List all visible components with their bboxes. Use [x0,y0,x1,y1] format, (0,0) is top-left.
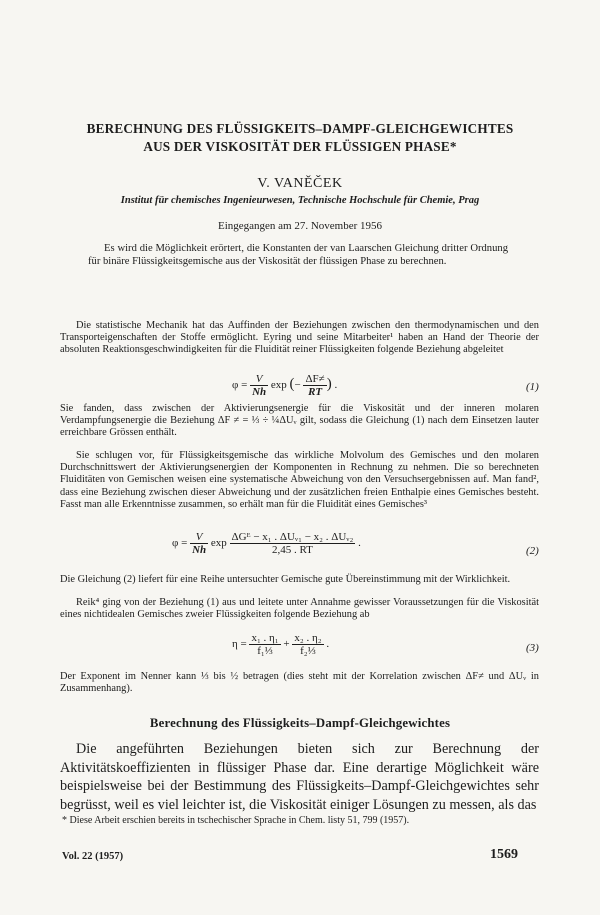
eq1-lhs: φ = [232,379,248,392]
eq1-exp-den: RT [308,386,323,398]
eq1-num: V [250,373,268,386]
eq1-den: Nh [252,386,267,398]
large-paragraph-text: Die angeführten Beziehungen bieten sich zur Berechnung der Aktivitätskoeffizienten in flüssiger Phase dar. Eine derartige Möglichkeit wäre beispielsweise bei der Bestimmung des Flüssigkeits–Dampf-Gleichgewichtes sehr begrüsst, weil es viel leichter ist, die Viskosität einiger Lösungen zu messen, als das [60,741,539,813]
eq3-term2 [292,632,323,657]
received-date: Eingegangen am 27. November 1956 [217,220,383,232]
eq3-number: (3) [526,642,539,654]
eq2-exp: exp [210,537,227,550]
paragraph-1-text: Die statistische Mechanik hat das Auffinden der Beziehungen zwischen den thermodynamischen und den Transporteigenschaften der Stoffe ermöglicht. Eyring und seine Mitarbeiter¹ haben an Hand der Theorie der absoluten Reaktionsgeschwindigkeiten für die Fluidität reiner Flüssigkeiten folgende Beziehung abgeleitet [60,320,539,356]
equation-1: φ = $\frac{V}{Nh}$ exp (− $\frac{\Delta F\ne}{RT}$ ) . [232,373,338,398]
eq3-term1 [249,632,280,657]
paragraph-6-text: Der Exponent im Nenner kann ⅓ bis ½ betragen (dies steht mit der Korrelation zwischen ΔF≠ und ΔUᵥ in Zusammenhang). [60,671,539,695]
eq2-number: (2) [526,545,539,557]
eq1-exp: exp [270,379,287,392]
eq2-num: V [190,531,208,544]
eq2-exp-num: ΔGᴱ − x₁ . ΔUᵥ₁ − x₂ . ΔUᵥ₂ [231,531,354,543]
eq3-plus: + [283,638,290,651]
eq1-number: (1) [526,381,539,393]
paragraph-2 [60,403,539,440]
large-paragraph [60,740,539,814]
footer-page-number: 1569 [490,847,518,862]
paragraph-5 [60,597,539,621]
eq2-fraction [190,531,208,556]
eq2-exp-den: 2,45 . RT [271,544,313,556]
paragraph-4-text: Die Gleichung (2) liefert für eine Reihe untersuchter Gemische gute Übereinstimmung mit der Wirklichkeit. [60,574,511,585]
section-heading: Berechnung des Flüssigkeits–Dampf-Gleichgewichtes [149,716,451,730]
abstract [88,242,508,268]
eq2-exp-fraction [230,531,356,556]
eq3-t1-den: f₁⅓ [257,645,273,657]
eq1-exp-num: ΔF≠ [305,373,325,385]
eq1-exp-fraction [303,373,326,398]
eq2-den: Nh [192,544,207,556]
paragraph-6 [60,671,539,695]
eq2-lhs: φ = [172,537,188,550]
paragraph-1 [60,320,539,357]
eq3-t2-den: f₂⅓ [300,645,316,657]
paragraph-2-text: Sie fanden, dass zwischen der Aktivierungsenergie für die Viskosität und der inneren molaren Verdampfungsenergie die Beziehung ΔF ≠ = ⅓ ÷ ¼ΔUᵥ gilt, sodass die Gleichung (1) nach dem Einsetzen lauter erreichbare Grössen enthält. [60,403,539,439]
institution: Institut für chemisches Ingenieurwesen, Technische Hochschule für Chemie, Prag [120,195,480,206]
author: V. VANĚČEK [257,176,343,191]
footnote: * Diese Arbeit erschien bereits in tschechischer Sprache in Chem. listy 51, 799 (1957). [62,815,410,826]
title-line-2: AUS DER VISKOSITÄT DER FLÜSSIGEN PHASE* [143,139,457,154]
paragraph-4 [60,574,539,586]
paragraph-5-text: Reik⁴ ging von der Beziehung (1) aus und leitete unter Annahme gewisser Voraussetzungen für die Viskosität eines nichtidealen Gemisches zweier Flüssigkeiten folgende Beziehung ab [60,597,539,621]
eq1-fraction [250,373,268,398]
eq3-t2-num: x₂ . η₂ [294,632,322,644]
eq3-lhs: η = [232,638,247,651]
abstract-text: Es wird die Möglichkeit erörtert, die Konstanten der van Laarschen Gleichung dritter Ordnung für binäre Flüssigkeitsgemische aus der Viskosität der flüssigen Phase zu berechnen. [88,243,508,268]
eq3-t1-num: x₁ . η₁ [251,632,279,644]
paragraph-3-text: Sie schlugen vor, für Flüssigkeitsgemische das wirkliche Molvolum des Gemisches und den molaren Durchschnittswert der Aktivierungsenergien der Komponenten in Rechnung zu nehmen. Die so berechneten Fluiditäten von Gemischen weisen eine systematische Abweichung von den Versuchsergebnissen auf. Man fand², dass eine Beziehung zwischen dieser Abweichung und der zusätzlichen freien Enthalpie eines Gemisches besteht. Fasst man alle Erkenntnisse zusammen, so erhält man für die Fluidität eines Gemisches³ [60,450,539,510]
footer-volume: Vol. 22 (1957) [62,851,124,862]
title-line-1: BERECHNUNG DES FLÜSSIGKEITS–DAMPF-GLEICHGEWICHTES [86,121,514,136]
equation-2: φ = $\frac{V}{Nh}$ exp $\frac{\text{ΔGᴱ − x₁ . ΔUᵥ₁ − x₂ . ΔUᵥ₂}}{2,45 . RT}$ . [172,531,361,556]
equation-3: η = $\frac{\text{x₁ . η₁}}{\text{f₁⅓}}$ + $\frac{\text{x₂ . η₂}}{\text{f₂⅓}}$ . [232,632,330,657]
paragraph-3 [60,450,539,511]
